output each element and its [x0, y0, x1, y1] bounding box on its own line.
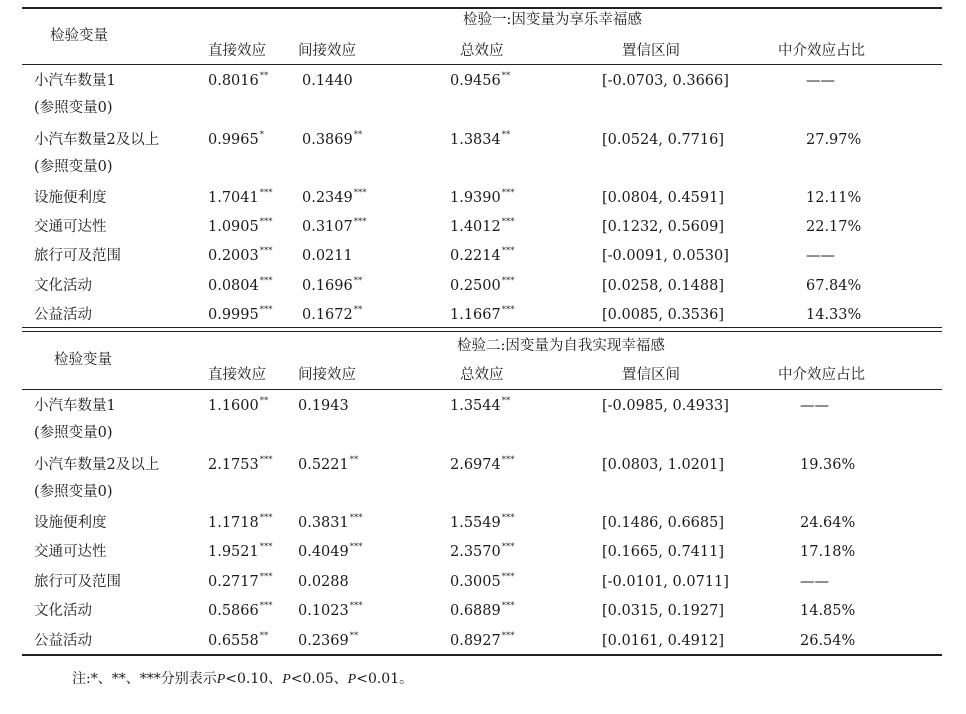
significance-mark: *** [501, 217, 515, 228]
confidence-interval: [0.0161, 0.4912] [602, 633, 725, 649]
significance-mark: *** [259, 305, 273, 316]
confidence-interval: [0.0524, 0.7716] [602, 132, 725, 148]
direct-effect: 0.2003*** [208, 246, 273, 264]
indirect-effect: 0.3831*** [298, 513, 363, 531]
confidence-interval: [0.1665, 0.7411] [602, 544, 725, 560]
direct-effect: 1.0905*** [208, 217, 273, 235]
total-effect: 0.8927*** [450, 631, 515, 649]
confidence-interval: [-0.0985, 0.4933] [602, 398, 729, 414]
confidence-interval: [-0.0091, 0.0530] [602, 248, 729, 264]
significance-mark: ** [501, 396, 511, 407]
significance-mark: *** [259, 246, 273, 257]
significance-mark: ** [349, 455, 359, 466]
row-variable: 小汽车数量2及以上 [34, 457, 160, 473]
significance-mark: *** [501, 631, 515, 642]
section-divider-double-2 [22, 331, 942, 332]
mediation-ratio: —— [800, 398, 829, 414]
column-header-ci: 置信区间 [622, 43, 680, 59]
confidence-interval: [0.0315, 0.1927] [602, 603, 725, 619]
row-reference: (参照变量0) [34, 484, 113, 500]
significance-mark: *** [501, 542, 515, 553]
section-title: 检验一:因变量为享乐幸福感 [463, 12, 642, 28]
significance-mark: *** [501, 455, 515, 466]
column-header-ratio: 中介效应占比 [778, 43, 865, 59]
direct-effect: 1.9521*** [208, 542, 273, 560]
top-rule [22, 7, 942, 9]
confidence-interval: [0.0804, 0.4591] [602, 190, 725, 206]
row-reference: (参照变量0) [34, 159, 113, 175]
total-effect: 0.2500*** [450, 276, 515, 294]
indirect-effect: 0.3869** [302, 130, 363, 148]
total-effect: 2.3570*** [450, 542, 515, 560]
mediation-ratio: 19.36% [800, 457, 856, 473]
confidence-interval: [-0.0101, 0.0711] [602, 574, 729, 590]
row-variable: 文化活动 [34, 603, 92, 619]
header-rule-2 [22, 389, 942, 390]
significance-mark: ** [353, 276, 363, 287]
total-effect: 1.3544** [450, 396, 511, 414]
mediation-ratio: 17.18% [800, 544, 856, 560]
direct-effect: 2.1753*** [208, 455, 273, 473]
mediation-ratio: 22.17% [806, 219, 862, 235]
mediation-ratio: 24.64% [800, 515, 856, 531]
significance-mark: *** [353, 217, 367, 228]
significance-mark: ** [259, 631, 269, 642]
row-variable: 文化活动 [34, 278, 92, 294]
indirect-effect: 0.1440 [302, 73, 353, 89]
confidence-interval: [-0.0703, 0.3666] [602, 73, 729, 89]
row-variable: 旅行可及范围 [34, 248, 121, 264]
confidence-interval: [0.0258, 0.1488] [602, 278, 725, 294]
total-effect: 1.9390*** [450, 188, 515, 206]
row-variable: 交通可达性 [34, 544, 107, 560]
significance-mark: *** [259, 601, 273, 612]
significance-mark: *** [259, 217, 273, 228]
column-header-total: 总效应 [460, 43, 504, 59]
direct-effect: 0.5866*** [208, 601, 273, 619]
row-variable: 交通可达性 [34, 219, 107, 235]
significance-mark: ** [501, 71, 511, 82]
significance-mark: * [259, 130, 264, 141]
indirect-effect: 0.3107*** [302, 217, 367, 235]
mediation-ratio: 14.33% [806, 307, 862, 323]
direct-effect: 1.1718*** [208, 513, 273, 531]
direct-effect: 0.9965* [208, 130, 264, 148]
row-reference: (参照变量0) [34, 100, 113, 116]
indirect-effect: 0.2349*** [302, 188, 367, 206]
significance-mark: ** [259, 71, 269, 82]
indirect-effect: 0.1943 [298, 398, 349, 414]
row-reference: (参照变量0) [34, 425, 113, 441]
indirect-effect: 0.0288 [298, 574, 349, 590]
mediation-ratio: 12.11% [806, 190, 862, 206]
significance-mark: ** [353, 305, 363, 316]
total-effect: 1.3834** [450, 130, 511, 148]
significance-mark: *** [353, 188, 367, 199]
mediation-ratio: 14.85% [800, 603, 856, 619]
significance-mark: ** [353, 130, 363, 141]
column-header-direct: 直接效应 [208, 367, 266, 383]
significance-mark: *** [501, 513, 515, 524]
table-footnote: 注:*、**、***分别表示P<0.10、P<0.05、P<0.01。 [72, 671, 414, 687]
row-variable: 公益活动 [34, 307, 92, 323]
indirect-effect: 0.1023*** [298, 601, 363, 619]
significance-mark: *** [501, 246, 515, 257]
significance-mark: ** [349, 631, 359, 642]
total-effect: 0.2214*** [450, 246, 515, 264]
section-divider-double-1 [22, 327, 942, 328]
direct-effect: 0.9995*** [208, 305, 273, 323]
total-effect: 1.5549*** [450, 513, 515, 531]
header-rule-1 [22, 64, 942, 65]
row-variable: 设施便利度 [34, 515, 107, 531]
column-header-indirect: 间接效应 [298, 367, 356, 383]
total-effect: 0.9456** [450, 71, 511, 89]
indirect-effect: 0.2369** [298, 631, 359, 649]
significance-mark: *** [259, 276, 273, 287]
significance-mark: *** [259, 542, 273, 553]
significance-mark: *** [501, 276, 515, 287]
significance-mark: *** [501, 305, 515, 316]
mediation-ratio: —— [806, 73, 835, 89]
significance-mark: *** [259, 572, 273, 583]
significance-mark: *** [259, 188, 273, 199]
indirect-effect: 0.1672** [302, 305, 363, 323]
significance-mark: *** [501, 188, 515, 199]
significance-mark: *** [501, 601, 515, 612]
section-title: 检验二:因变量为自我实现幸福感 [457, 338, 665, 354]
indirect-effect: 0.4049*** [298, 542, 363, 560]
mediation-ratio: 67.84% [806, 278, 862, 294]
indirect-effect: 0.1696** [302, 276, 363, 294]
mediation-ratio: —— [800, 574, 829, 590]
row-variable: 公益活动 [34, 633, 92, 649]
row-variable: 小汽车数量1 [34, 73, 116, 89]
significance-mark: *** [349, 513, 363, 524]
total-effect: 2.6974*** [450, 455, 515, 473]
var-column-header: 检验变量 [54, 352, 112, 368]
direct-effect: 0.6558** [208, 631, 269, 649]
significance-mark: ** [501, 130, 511, 141]
significance-mark: ** [259, 396, 269, 407]
indirect-effect: 0.0211 [302, 248, 353, 264]
row-variable: 旅行可及范围 [34, 574, 121, 590]
column-header-indirect: 间接效应 [298, 43, 356, 59]
direct-effect: 1.7041*** [208, 188, 273, 206]
column-header-ci: 置信区间 [622, 367, 680, 383]
total-effect: 0.6889*** [450, 601, 515, 619]
significance-mark: *** [259, 513, 273, 524]
var-column-header: 检验变量 [50, 28, 108, 44]
direct-effect: 0.0804*** [208, 276, 273, 294]
row-variable: 设施便利度 [34, 190, 107, 206]
column-header-direct: 直接效应 [208, 43, 266, 59]
total-effect: 0.3005*** [450, 572, 515, 590]
row-variable: 小汽车数量2及以上 [34, 132, 160, 148]
confidence-interval: [0.0803, 1.0201] [602, 457, 725, 473]
mediation-ratio: 27.97% [806, 132, 862, 148]
direct-effect: 1.1600** [208, 396, 269, 414]
bottom-rule [22, 654, 942, 656]
column-header-total: 总效应 [460, 367, 504, 383]
direct-effect: 0.8016** [208, 71, 269, 89]
significance-mark: *** [349, 601, 363, 612]
confidence-interval: [0.1232, 0.5609] [602, 219, 725, 235]
direct-effect: 0.2717*** [208, 572, 273, 590]
total-effect: 1.4012*** [450, 217, 515, 235]
significance-mark: *** [501, 572, 515, 583]
significance-mark: *** [259, 455, 273, 466]
mediation-ratio: —— [806, 248, 835, 264]
significance-mark: *** [349, 542, 363, 553]
confidence-interval: [0.1486, 0.6685] [602, 515, 725, 531]
confidence-interval: [0.0085, 0.3536] [602, 307, 725, 323]
row-variable: 小汽车数量1 [34, 398, 116, 414]
column-header-ratio: 中介效应占比 [778, 367, 865, 383]
mediation-ratio: 26.54% [800, 633, 856, 649]
indirect-effect: 0.5221** [298, 455, 359, 473]
total-effect: 1.1667*** [450, 305, 515, 323]
